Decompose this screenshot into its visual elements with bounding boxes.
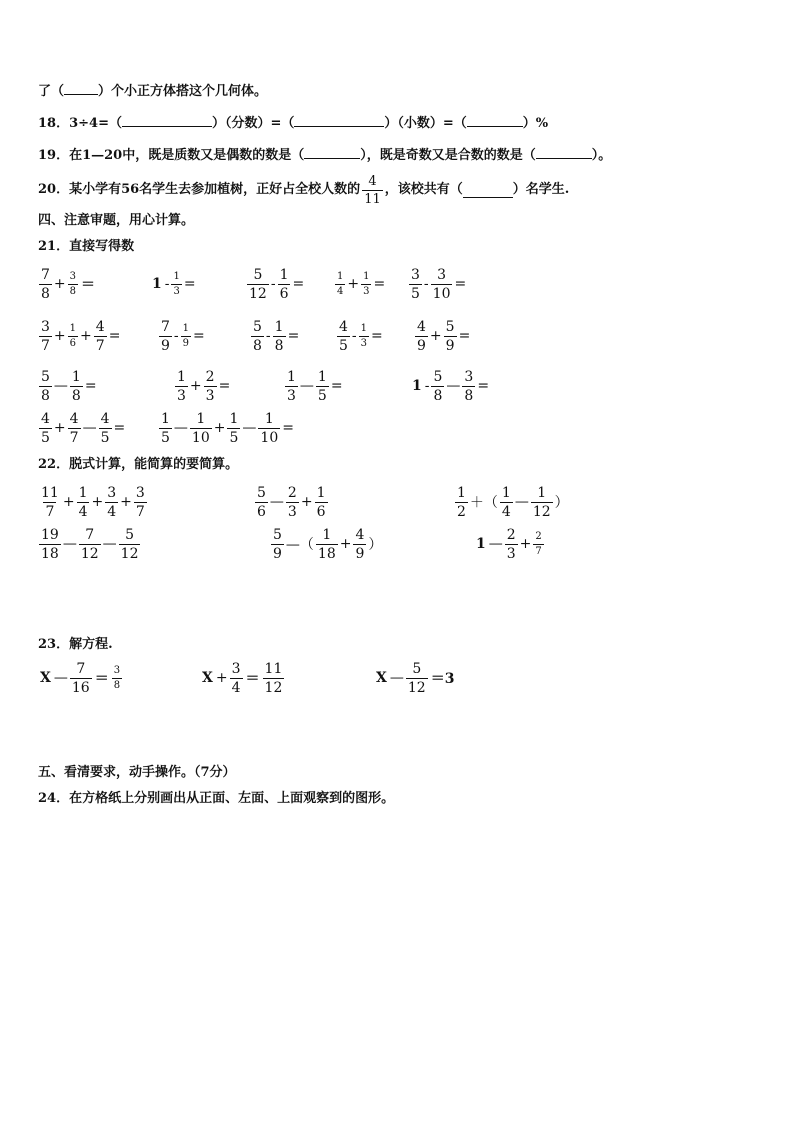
denominator: 3 (287, 503, 297, 520)
operator: = (454, 276, 467, 292)
fraction (271, 528, 284, 561)
denominator: 10 (191, 429, 210, 446)
question-21-heading: 21．直接写得数 (38, 239, 135, 254)
expression (254, 480, 329, 524)
numerator: 1 (360, 322, 368, 334)
numerator: 1 (229, 410, 239, 427)
denominator: 6 (279, 285, 289, 302)
operator: —（ (285, 537, 314, 553)
operator: 1 (412, 378, 422, 394)
numerator: 4 (41, 410, 50, 427)
fraction (533, 532, 543, 557)
operator: - (351, 328, 357, 344)
denominator: 6 (257, 503, 266, 520)
operator: + (62, 494, 75, 510)
numerator: 3 (437, 266, 447, 283)
denominator: 7 (535, 545, 542, 557)
denominator: 3 (506, 545, 516, 562)
fraction (70, 662, 92, 695)
fraction (431, 268, 453, 301)
denominator: 6 (69, 337, 77, 349)
operator: + (120, 494, 132, 510)
operator: + (213, 420, 226, 436)
operator: + (53, 276, 66, 292)
q21-row-2 (0, 314, 794, 358)
numerator: 2 (506, 526, 516, 543)
operator: = (84, 378, 97, 394)
denominator: 5 (229, 429, 239, 446)
denominator: 10 (260, 429, 279, 446)
fraction: $\frac{4}{11}$ (364, 173, 381, 207)
numerator: 3 (113, 664, 121, 676)
fraction (134, 486, 147, 519)
numerator: 1 (317, 368, 327, 385)
numerator: 1 (287, 368, 296, 385)
operator: — (514, 494, 529, 510)
denominator: 5 (411, 285, 420, 302)
denominator: 7 (45, 503, 55, 520)
expression (38, 480, 148, 524)
operator: — (53, 378, 68, 394)
operator: ） (554, 495, 569, 511)
fraction (39, 370, 52, 403)
numerator: 1 (501, 484, 511, 501)
operator: + (53, 328, 66, 344)
expression (158, 406, 295, 450)
denominator: 7 (69, 429, 79, 446)
fraction (315, 486, 328, 519)
denominator: 9 (445, 337, 455, 354)
expression (150, 262, 197, 306)
operator: = (371, 328, 383, 344)
denominator: 3 (360, 337, 368, 349)
q22-row-1 (0, 480, 794, 524)
operator: + (215, 670, 228, 686)
fraction (204, 370, 217, 403)
question-20: 20． 某小学有56名学生去参加植树，正好占全校人数的 $\frac{4}{11}$ ，该校共有（ ）名学生. (38, 173, 570, 207)
numerator: 1 (457, 484, 466, 501)
expression (38, 314, 121, 358)
answer-blank-fraction[interactable] (122, 114, 212, 127)
denominator: 9 (417, 337, 426, 354)
denominator: 10 (432, 285, 451, 302)
numerator: 1 (182, 322, 190, 334)
numerator: 5 (41, 368, 50, 385)
operator: = (193, 328, 205, 344)
q21-row-3 (0, 364, 794, 408)
denominator: 8 (433, 387, 443, 404)
question-19: 19．在1—20中，既是质数又是偶数的数是（ ），既是奇数又是合数的数是（ ）。 (38, 148, 612, 163)
expression (38, 262, 97, 306)
operator: — (62, 536, 77, 552)
numerator: 4 (339, 318, 348, 335)
fraction (181, 324, 191, 349)
fraction (415, 320, 428, 353)
operator: - (265, 328, 271, 344)
numerator: 1 (279, 266, 289, 283)
operator: = (287, 328, 300, 344)
operator: ＝3 (430, 671, 455, 687)
denominator: 9 (182, 337, 190, 349)
section-5-heading: 五、看清要求，动手操作。（7分） (38, 765, 236, 780)
operator: + (519, 536, 532, 552)
fraction (255, 486, 268, 519)
denominator: 8 (274, 337, 284, 354)
q21-row-4 (0, 406, 794, 450)
answer-blank[interactable] (64, 82, 98, 95)
fraction (409, 268, 422, 301)
fraction (431, 370, 444, 403)
fraction (119, 528, 141, 561)
operator: ＝ (245, 671, 260, 687)
numerator: 3 (107, 484, 117, 501)
operator: - (164, 276, 170, 292)
operator: = (477, 378, 490, 394)
operator: = (108, 328, 121, 344)
numerator: 1 (69, 322, 77, 334)
denominator: 12 (407, 679, 426, 696)
answer-blank[interactable] (536, 146, 592, 159)
numerator: 4 (417, 318, 426, 335)
numerator: 7 (161, 318, 170, 335)
fraction (39, 486, 61, 519)
numerator: 5 (257, 484, 266, 501)
numerator: 2 (287, 484, 297, 501)
numerator: 19 (41, 526, 59, 543)
fraction (175, 370, 188, 403)
fraction (247, 268, 269, 301)
denominator: 12 (532, 503, 551, 520)
denominator: 4 (78, 503, 88, 520)
operator: — (488, 536, 503, 552)
expression (38, 364, 98, 408)
denominator: 9 (161, 337, 170, 354)
numerator: 2 (205, 368, 215, 385)
numerator: 2 (535, 530, 542, 542)
denominator: 3 (173, 285, 180, 297)
fraction (79, 528, 101, 561)
operator: = (218, 378, 231, 394)
numerator: 3 (135, 484, 145, 501)
operator: + (339, 536, 352, 552)
fraction (500, 486, 513, 519)
numerator: 1 (274, 318, 284, 335)
answer-blank[interactable] (304, 146, 360, 159)
denominator: 8 (113, 679, 121, 691)
denominator: 18 (317, 545, 336, 562)
question-18: 18．3÷4=（ ）（分数）=（ ）（小数）=（ ）% (38, 116, 549, 131)
numerator: 4 (100, 410, 110, 427)
numerator: 1 (196, 410, 206, 427)
numerator: 11 (264, 660, 283, 677)
fraction (77, 486, 90, 519)
operator: ＝ (81, 277, 96, 293)
numerator: 3 (411, 266, 420, 283)
expression (454, 480, 570, 524)
numerator: 7 (85, 526, 95, 543)
fraction (531, 486, 553, 519)
operator: = (373, 276, 386, 292)
denominator: 12 (80, 545, 99, 562)
expression (246, 262, 305, 306)
operator: + (189, 378, 202, 394)
fraction (505, 528, 518, 561)
fraction (159, 412, 172, 445)
denominator: 9 (273, 545, 282, 562)
denominator: 8 (41, 387, 50, 404)
fraction (94, 320, 107, 353)
fraction (337, 320, 350, 353)
numerator: 5 (273, 526, 282, 543)
numerator: 1 (316, 484, 326, 501)
fraction (39, 528, 61, 561)
operator: + (53, 420, 66, 436)
numerator: 1 (322, 526, 332, 543)
fraction (316, 528, 338, 561)
numerator: 5 (433, 368, 443, 385)
denominator: 12 (249, 285, 267, 302)
operator: + (429, 328, 442, 344)
q23-row (0, 656, 794, 700)
operator: — (53, 670, 68, 686)
operator: — (299, 378, 314, 394)
numerator: 3 (231, 660, 241, 677)
operator: — (173, 420, 188, 436)
denominator: 8 (69, 285, 77, 297)
expression (336, 314, 384, 358)
q21-row-1 (0, 262, 794, 306)
denominator: 7 (41, 337, 50, 354)
denominator: 3 (177, 387, 186, 404)
denominator: 4 (107, 503, 117, 520)
fraction (285, 370, 298, 403)
expression (174, 364, 231, 408)
operator: + (300, 494, 313, 510)
fraction (99, 412, 112, 445)
denominator: 8 (464, 387, 474, 404)
denominator: 7 (95, 337, 105, 354)
expression (474, 522, 545, 566)
fraction (316, 370, 329, 403)
denominator: 3 (205, 387, 215, 404)
operator: X (40, 670, 51, 686)
fraction (70, 370, 83, 403)
operator: — (389, 670, 404, 686)
operator: X (202, 670, 213, 686)
denominator: 5 (161, 429, 170, 446)
denominator: 5 (317, 387, 327, 404)
denominator: 4 (337, 285, 344, 297)
operator: — (446, 378, 461, 394)
operator: — (82, 420, 97, 436)
numerator: 1 (71, 368, 81, 385)
denominator: 9 (355, 545, 365, 562)
operator: 1 (476, 536, 486, 552)
denominator: 2 (457, 503, 466, 520)
denominator: 18 (41, 545, 59, 562)
numerator: 1 (537, 484, 547, 501)
fraction (112, 666, 122, 691)
numerator: 3 (464, 368, 474, 385)
numerator: 5 (445, 318, 455, 335)
numerator: 4 (69, 410, 79, 427)
fraction (361, 272, 371, 297)
expression (334, 262, 386, 306)
numerator: 4 (95, 318, 105, 335)
operator: - (270, 276, 276, 292)
expression (270, 522, 383, 566)
operator: ） (368, 537, 383, 553)
fraction (406, 662, 428, 695)
denominator: 12 (264, 679, 283, 696)
numerator: 1 (337, 270, 344, 282)
answer-blank-percent[interactable] (467, 114, 523, 127)
numerator: 1 (264, 410, 274, 427)
fraction (359, 324, 369, 349)
answer-blank-decimal[interactable] (294, 114, 384, 127)
fraction (462, 370, 475, 403)
fraction (105, 486, 118, 519)
operator: — (242, 420, 257, 436)
denominator: 3 (363, 285, 370, 297)
fraction (68, 324, 78, 349)
numerator: 5 (253, 318, 262, 335)
denominator: 5 (339, 337, 348, 354)
question-24: 24．在方格纸上分别画出从正面、左面、上面观察到的图形。 (38, 791, 395, 806)
fraction (263, 662, 285, 695)
operator: - (423, 276, 429, 292)
denominator: 8 (41, 285, 50, 302)
denominator: 12 (120, 545, 139, 562)
operator: — (102, 536, 117, 552)
denominator: 16 (71, 679, 90, 696)
expression (284, 364, 344, 408)
operator: = (292, 276, 305, 292)
expression (250, 314, 300, 358)
denominator: 5 (100, 429, 110, 446)
operator: + (347, 276, 360, 292)
fraction (251, 320, 264, 353)
numerator: 11 (41, 484, 59, 501)
operator: = (330, 378, 343, 394)
operator: = (282, 420, 294, 436)
fraction (273, 320, 286, 353)
numerator: 3 (41, 318, 50, 335)
denominator: 8 (253, 337, 262, 354)
numerator: 1 (78, 484, 88, 501)
operator: = (113, 420, 126, 436)
fraction (190, 412, 212, 445)
denominator: 4 (501, 503, 511, 520)
fraction (39, 320, 52, 353)
fraction (258, 412, 280, 445)
numerator: 3 (69, 270, 77, 282)
denominator: 3 (287, 387, 296, 404)
operator: - (424, 378, 430, 394)
numerator: 1 (363, 270, 370, 282)
numerator: 1 (161, 410, 170, 427)
expression (410, 364, 490, 408)
equation (200, 656, 285, 700)
numerator: 5 (253, 266, 263, 283)
numerator: 7 (76, 660, 86, 677)
operator: — (269, 494, 284, 510)
question-17-tail: 了（ ）个小正方体搭这个几何体。 (38, 84, 268, 99)
denominator: 5 (41, 429, 50, 446)
expression (158, 314, 206, 358)
fraction (335, 272, 345, 297)
numerator: 1 (173, 270, 180, 282)
numerator: 5 (412, 660, 422, 677)
operator: ＝ (94, 671, 109, 687)
fraction (39, 412, 52, 445)
fraction (159, 320, 172, 353)
fraction (230, 662, 243, 695)
operator: X (376, 670, 387, 686)
denominator: 7 (135, 503, 145, 520)
fraction (68, 412, 81, 445)
fraction (455, 486, 468, 519)
fraction (444, 320, 457, 353)
section-4-heading: 四、注意审题，用心计算。 (38, 213, 195, 228)
fraction (286, 486, 299, 519)
fraction (278, 268, 291, 301)
numerator: 5 (125, 526, 135, 543)
expression (414, 314, 471, 358)
answer-blank[interactable] (463, 183, 513, 198)
equation (374, 656, 456, 700)
operator: + (80, 328, 92, 344)
operator: + (91, 494, 104, 510)
expression (38, 406, 126, 450)
question-23-heading: 23．解方程. (38, 637, 113, 652)
fraction (171, 272, 181, 297)
numerator: 1 (177, 368, 186, 385)
fraction (353, 528, 366, 561)
operator: - (173, 328, 179, 344)
denominator: 6 (316, 503, 326, 520)
fraction (68, 272, 78, 297)
operator: ＋（ (469, 495, 498, 511)
expression (38, 522, 141, 566)
denominator: 4 (231, 679, 241, 696)
denominator: 8 (71, 387, 81, 404)
operator: 1 (152, 276, 162, 292)
q22-row-2 (0, 522, 794, 566)
question-22-heading: 22．脱式计算，能简算的要简算。 (38, 457, 239, 472)
equation (38, 656, 123, 700)
operator: = (183, 276, 196, 292)
numerator: 7 (41, 266, 50, 283)
expression (408, 262, 467, 306)
numerator: 4 (355, 526, 365, 543)
fraction (39, 268, 52, 301)
operator: = (458, 328, 471, 344)
fraction (227, 412, 240, 445)
